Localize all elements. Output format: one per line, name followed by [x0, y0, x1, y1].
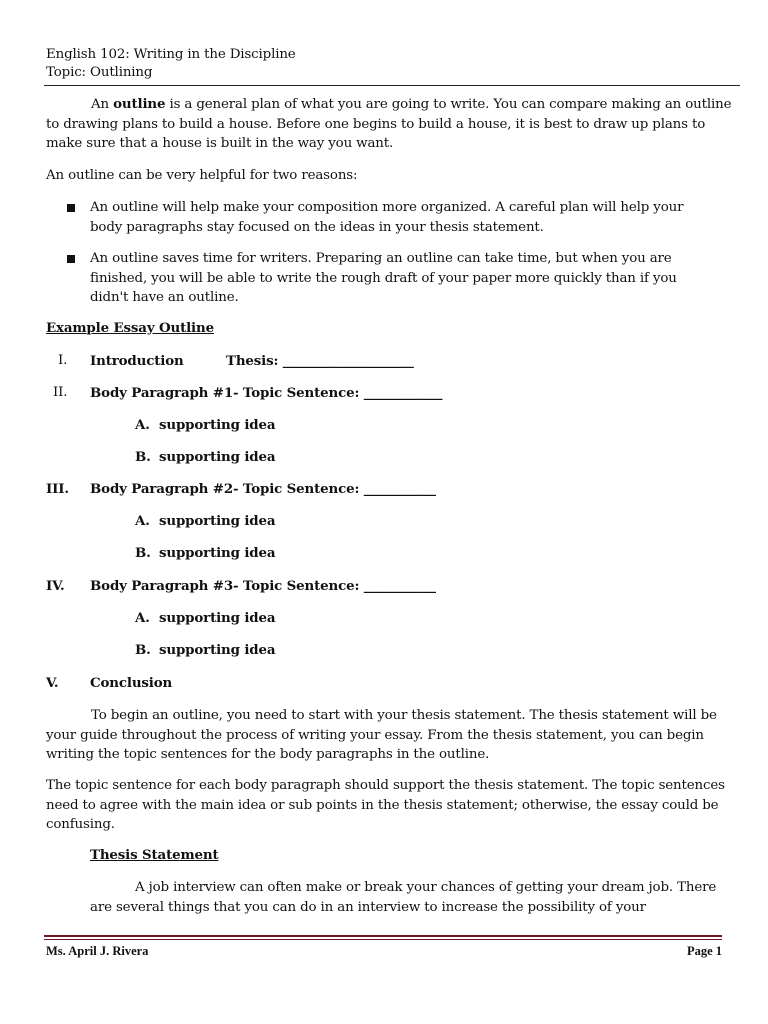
outline-thesis-blank: Thesis: ____________________ [226, 353, 414, 369]
outline-numeral-i: I. [58, 353, 68, 368]
header-divider [44, 85, 740, 86]
outline-numeral-iii: III. [46, 481, 69, 497]
outline-sub-letter: B. [135, 449, 151, 465]
outline-supporting-idea: supporting idea [159, 610, 276, 626]
bullet-square-icon [66, 199, 78, 209]
outline-item-body-1: Body Paragraph #1- Topic Sentence: ____________ [90, 385, 443, 401]
bullet-item-1: An outline will help make your composition more organized. A careful plan will help your body paragraphs stay focused on the ideas in your thesis statement. [90, 200, 684, 235]
outline-item-introduction: Introduction [90, 353, 184, 369]
topic-title: Topic: Outlining [46, 65, 153, 80]
outline-item-conclusion: Conclusion [90, 675, 173, 691]
outline-supporting-idea: supporting idea [159, 417, 276, 433]
outline-sub-letter: B. [135, 545, 151, 561]
footer-page-number: Page 1 [686, 944, 722, 958]
outline-sub-letter: A. [135, 610, 150, 626]
reasons-intro: An outline can be very helpful for two reasons: [46, 168, 358, 183]
footer-divider [44, 935, 722, 937]
intro-prefix: An [91, 97, 114, 112]
outline-sub-letter: B. [135, 642, 151, 658]
outline-numeral-v: V. [46, 675, 59, 691]
intro-bold-term: outline [113, 96, 166, 112]
topic-sentence-paragraph: The topic sentence for each body paragraph should support the thesis statement. The topic sentences need to agree with the main idea or sub points in the thesis statement; otherwise, the essay could be confusing. [46, 778, 725, 832]
course-title: English 102: Writing in the Discipline [46, 47, 296, 62]
outline-sub-letter: A. [135, 513, 150, 529]
thesis-statement-heading: Thesis Statement [90, 847, 219, 863]
thesis-example-paragraph: A job interview can often make or break your chances of getting your dream job. There are several things that you can do in an interview to increase the possibility of your [90, 880, 717, 915]
outline-supporting-idea: supporting idea [159, 545, 276, 561]
outline-supporting-idea: supporting idea [159, 449, 276, 465]
outline-supporting-idea: supporting idea [159, 642, 276, 658]
outline-sub-letter: A. [135, 417, 150, 433]
example-outline-heading: Example Essay Outline [46, 320, 214, 336]
outline-numeral-ii: II. [53, 385, 68, 400]
intro-rest: is a general plan of what you are going to write. You can compare making an outline to drawing plans to build a house. Before one begins to build a house, it is best to draw up plans to make sure that a house is built in the way you want. [46, 97, 732, 151]
bullet-item-2: An outline saves time for writers. Preparing an outline can take time, but when you are finished, you will be able to write the rough draft of your paper more quickly than if you didn't have an outline. [90, 251, 677, 305]
footer-divider-thin [44, 939, 722, 940]
begin-outline-paragraph: To begin an outline, you need to start with your thesis statement. The thesis statement will be your guide throughout the process of writing your essay. From the thesis statement, you can begin writing the topic sentences for the body paragraphs in the outline. [46, 708, 717, 762]
page-header [46, 46, 296, 82]
outline-supporting-idea: supporting idea [159, 513, 276, 529]
intro-paragraph [46, 95, 738, 154]
outline-numeral-iv: IV. [46, 578, 65, 594]
footer-author: Ms. April J. Rivera [46, 944, 149, 958]
outline-item-body-2: Body Paragraph #2- Topic Sentence: ___________ [90, 481, 436, 497]
bullet-square-icon [66, 250, 78, 260]
outline-item-body-3: Body Paragraph #3- Topic Sentence: ___________ [90, 578, 436, 594]
